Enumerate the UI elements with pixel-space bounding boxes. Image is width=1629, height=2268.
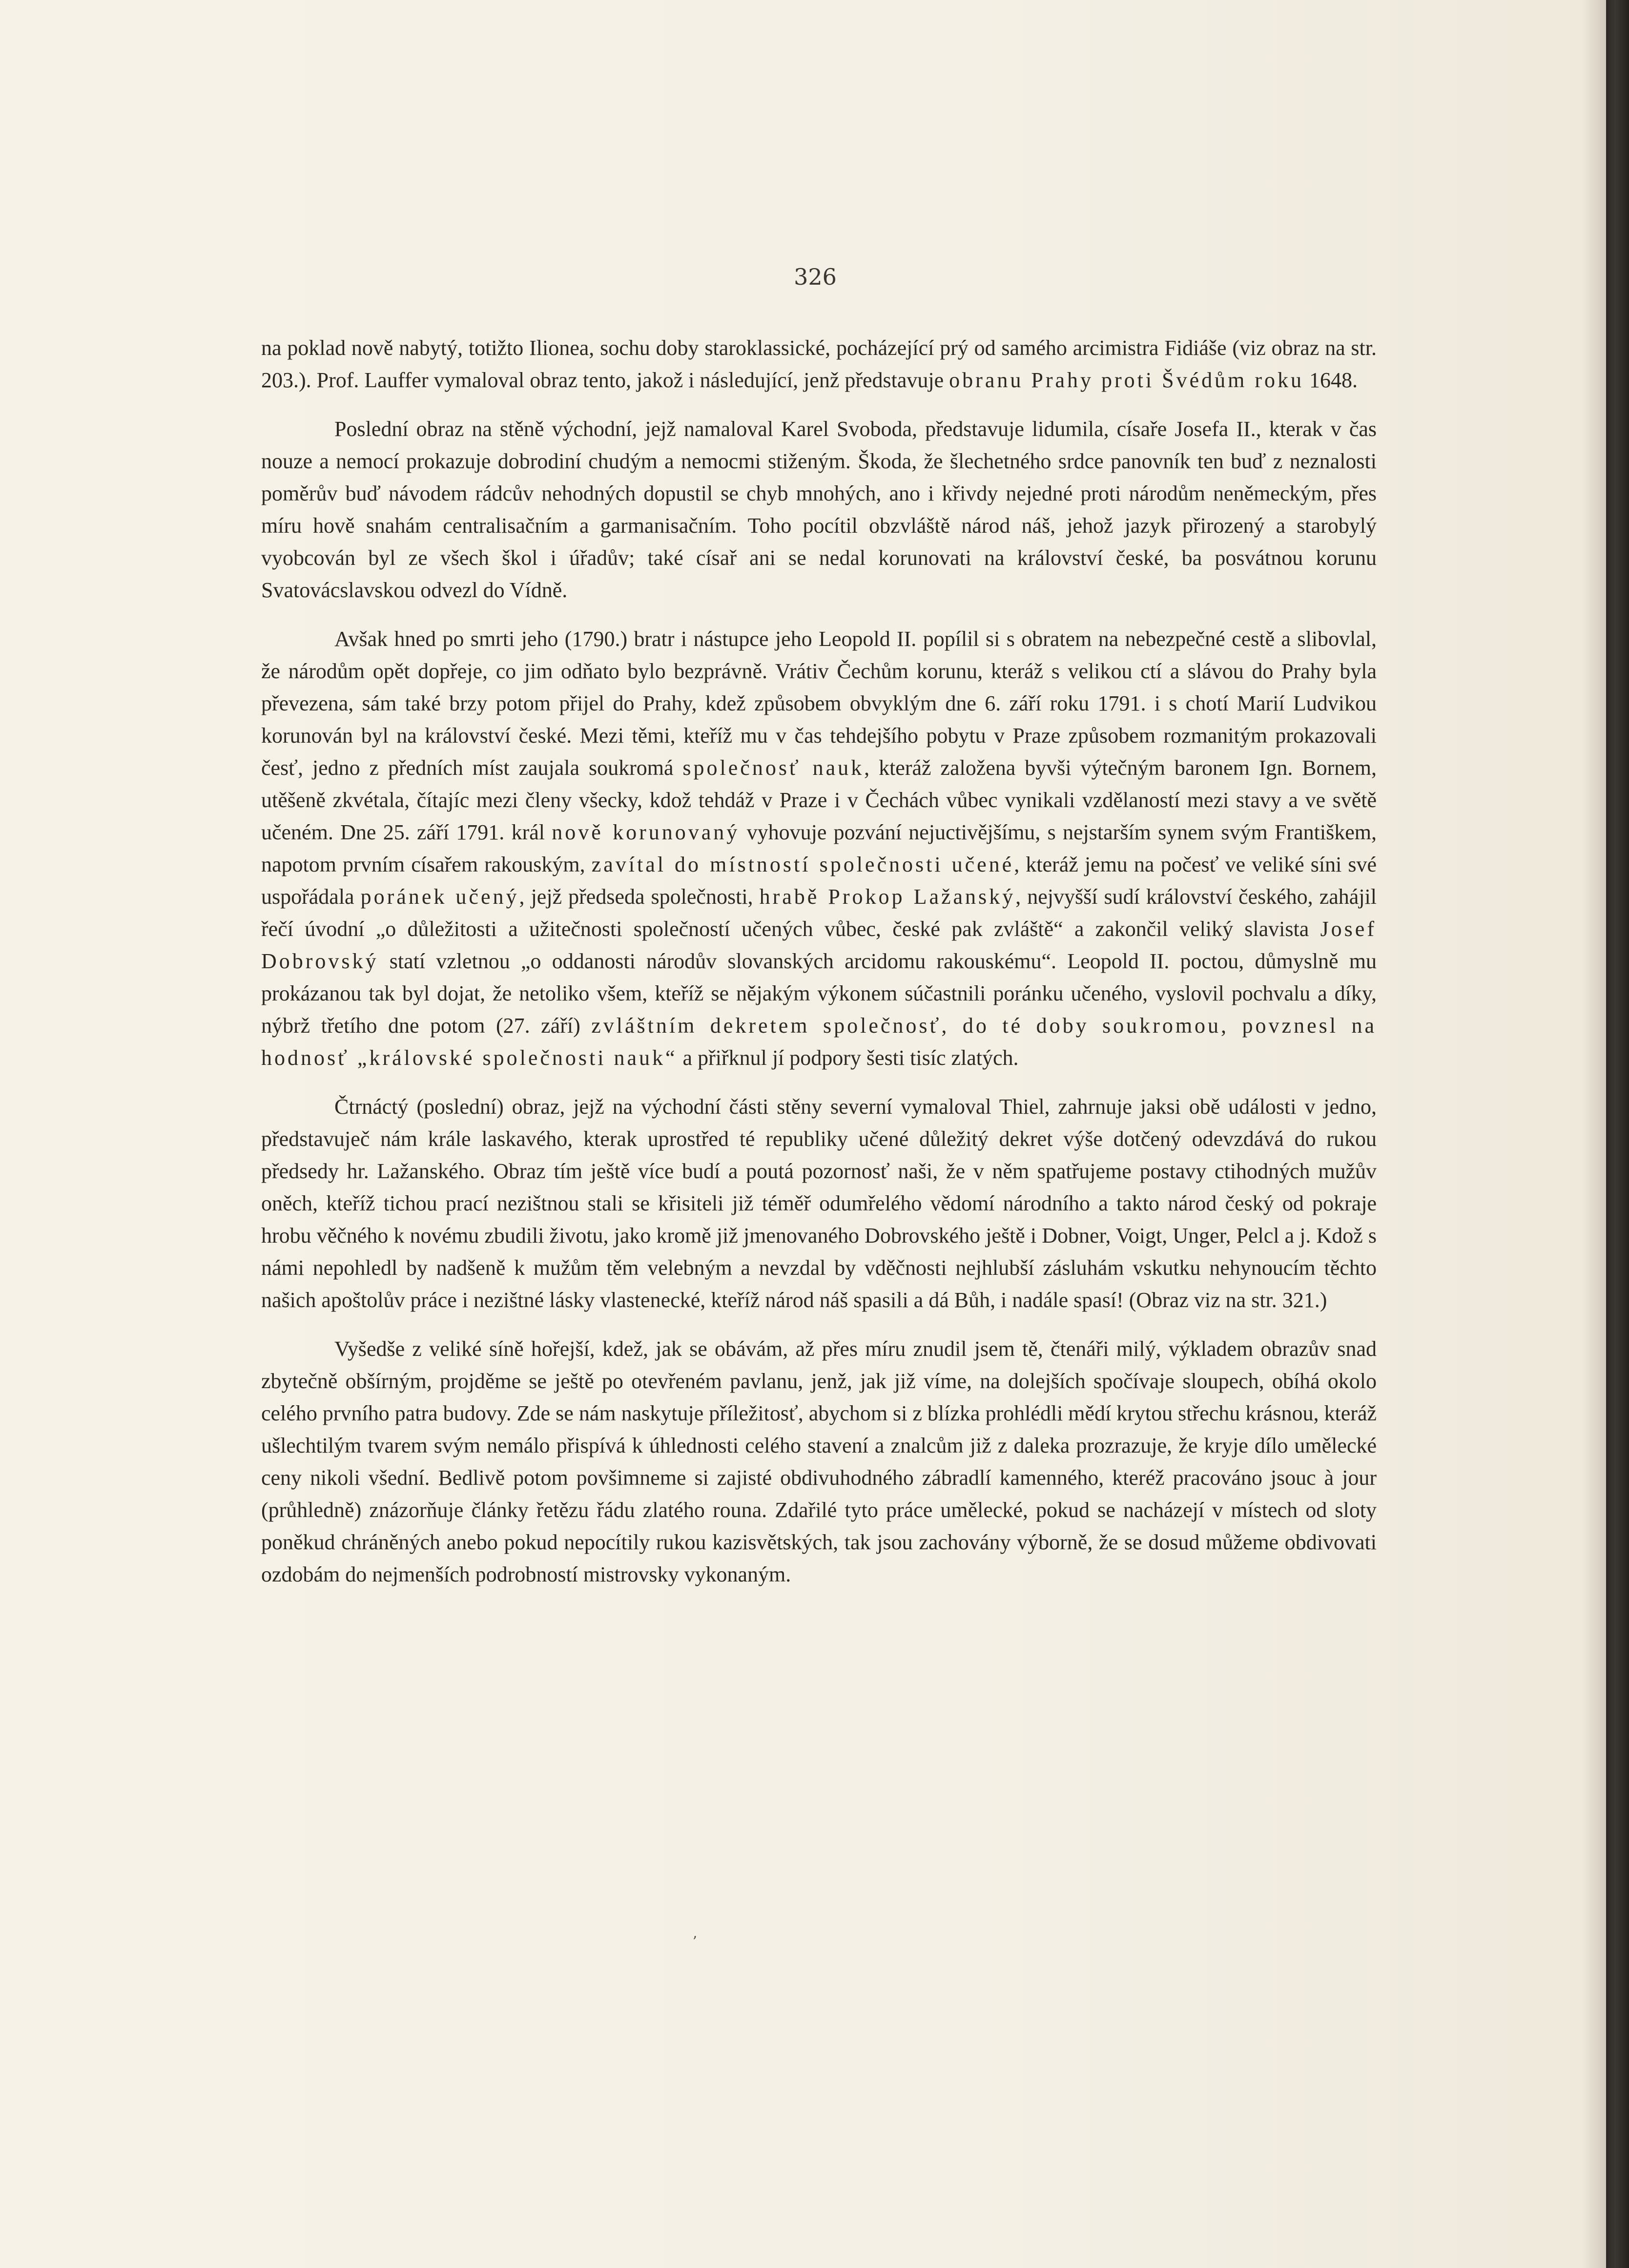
spaced-emphasis-text: nově korunovaný bbox=[552, 820, 740, 844]
paragraph-text: statí vzletnou „o oddanosti národův slovanských arcidomu rakouskému“. Leopold II. poctou, důmyslně mu prokázanou tak byl dojat, že netoliko všem, kteříž se nějakým výkonem súčastnili poránku učeného, vyslovil pochvalu a díky, nýbrž třetího dne potom (27. září) bbox=[261, 949, 1377, 1038]
paragraph-text: 1648. bbox=[1303, 368, 1358, 392]
paragraph-text: , jejž předseda společnosti, bbox=[519, 885, 760, 909]
paragraph-text: na poklad nově nabytý, totižto Ilionea, sochu doby staroklassické, pocházející prý od samého arcimistra Fidiáše (viz obraz na str. 203.). Prof. Lauffer vymaloval obraz tento, jakož i následující, jenž představuje bbox=[261, 336, 1377, 392]
paragraph-text: a přiřknul jí podpory šesti tisíc zlatých. bbox=[677, 1046, 1019, 1070]
paragraph bbox=[261, 1333, 1377, 1591]
paragraph-text: vyhovuje pozvání nejuctivějšímu, s nejstarším synem svým Františkem, napotom prvním císařem rakouským, bbox=[261, 820, 1377, 876]
paragraph-text: , kteráž založena byvši výtečným baronem Ign. Bornem, utěšeně zkvétala, čítajíc mezi členy všecky, kdož tehdáž v Praze i v Čechách vůbec vynikali vzdělaností mezi stavy a ve světě učeném. Dne 25. září 1791. král bbox=[261, 756, 1377, 844]
spaced-emphasis-text: zavítal do místností společnosti učené bbox=[591, 853, 1014, 876]
paragraph-text: Vyšedše z veliké síně hořejší, kdež, jak se obávám, až přes míru znudil jsem tě, čtenáři milý, výkladem obrazův snad zbytečně obšírným, projděme se ještě po otevřeném pavlanu, jenž, jak již víme, na dolejších spočívaje sloupech, obíhá okolo celého prvního patra budovy. Zde se nám naskytuje příležitosť, abychom si z blízka prohlédli mědí krytou střechu krásnou, kteráž ušlechtilým tvarem svým nemálo přispívá k úhlednosti celého stavení a znalcům již z daleka prozrazuje, že kryje dílo umělecké ceny nikoli všední. Bedlivě potom povšimneme si zajisté obdivuhodného zábradlí kamenného, kteréž pracováno jsouc à jour (průhledně) znázorňuje články řetězu řádu zlatého rouna. Zdařilé tyto práce umělecké, pokud se nacházejí v místech od sloty poněkud chráněných anebo pokud nepocítily rukou kazisvětských, tak jsou zachovány výborně, že se dosud můžeme obdivovati ozdobám do nejmenších podrobností mistrovsky vykonaným. bbox=[261, 1337, 1377, 1586]
page-number: 326 bbox=[794, 264, 837, 290]
spaced-emphasis-text: zvláštním dekretem společnosť, do té doby soukromou, povznesl na hodnosť „královské společnosti nauk“ bbox=[261, 1014, 1377, 1070]
paragraph-text: Poslední obraz na stěně východní, jejž namaloval Karel Svoboda, představuje lidumila, císaře Josefa II., kterak v čas nouze a nemocí prokazuje dobrodiní chudým a nemocmi stiženým. Škoda, že šlechetného srdce panovník ten buď z neznalosti poměrův buď návodem rádcův nehodných dopustil se chyb mnohých, ano i křivdy nejedné proti národům neněmeckým, přes míru hově snahám centralisačním a garmanisačním. Toho pocítil obzvláště národ náš, jehož jazyk přirozený a starobylý vyobcován byl ze všech škol i úřadův; také císař ani se nedal korunovati na království české, ba posvátnou korunu Svatovácslavskou odvezl do Vídně. bbox=[261, 417, 1377, 602]
print-speck: ʼ bbox=[692, 1934, 697, 1950]
paragraph bbox=[261, 332, 1377, 396]
body-text bbox=[261, 332, 1377, 1607]
paragraph bbox=[261, 413, 1377, 606]
spaced-emphasis-text: společnosť nauk bbox=[682, 756, 865, 780]
paragraph-text: , kteráž jemu na počesť ve veliké síni své uspořádala bbox=[261, 853, 1377, 909]
spaced-emphasis-text: obranu Prahy proti Švédům roku bbox=[949, 368, 1304, 392]
paragraph-text: Čtrnáctý (poslední) obraz, jejž na východní části stěny severní vymaloval Thiel, zahrnuje jaksi obě události v jedno, představuječ nám krále laskavého, kterak uprostřed té republiky učené důležitý dekret výše dotčený odevzdává do rukou předsedy hr. Lažanského. Obraz tím ještě více budí a poutá pozornosť naši, že v něm spatřujeme postavy ctihodných mužův oněch, kteříž tichou prací nezištnou stali se křisiteli již téměř odumřelého vědomí národního a takto národ český od pokraje hrobu věčného k novému zbudili životu, jako kromě již jmenovaného Dobrovského ještě i Dobner, Voigt, Unger, Pelcl a j. Kdož s námi nepohledl by nadšeně k mužům těm velebným a nevzdal by vděčnosti nejhlubší zásluhám vskutku nehynoucím těchto našich apoštolův práce i nezištné lásky vlastenecké, kteříž národ náš spasili a dá Bůh, i nadále spasí! (Obraz viz na str. 321.) bbox=[261, 1095, 1377, 1312]
spaced-emphasis-text: poránek učený bbox=[360, 885, 519, 909]
spaced-emphasis-text: hrabě Prokop Lažanský bbox=[759, 885, 1016, 909]
spaced-emphasis-text: Josef Dobrovský bbox=[261, 917, 1377, 973]
paragraph-text: , nejvyšší sudí království českého, zahájil řečí úvodní „o důležitosti a užitečnosti společností učených vůbec, české pak zvláště“ a zakončil veliký slavista bbox=[261, 885, 1377, 941]
page-edge-shadow bbox=[1582, 0, 1606, 2268]
paragraph-text: Avšak hned po smrti jeho (1790.) bratr i nástupce jeho Leopold II. popílil si s obratem na nebezpečné cestě a slibovlal, že národům opět dopřeje, co jim odňato bylo bezprávně. Vrátiv Čechům korunu, kteráž s velikou ctí a slávou do Prahy byla převezena, sám také brzy potom přijel do Prahy, kdež způsobem obvyklým dne 6. září roku 1791. i s chotí Marií Ludvikou korunován byl na království české. Mezi těmi, kteříž mu v čas tehdejšího pobytu v Praze způsobem rozmanitým prokazovali česť, jedno z předních míst zaujala soukromá bbox=[261, 627, 1377, 780]
paragraph bbox=[261, 1091, 1377, 1316]
scan-dark-edge bbox=[1606, 0, 1629, 2268]
paragraph bbox=[261, 623, 1377, 1074]
